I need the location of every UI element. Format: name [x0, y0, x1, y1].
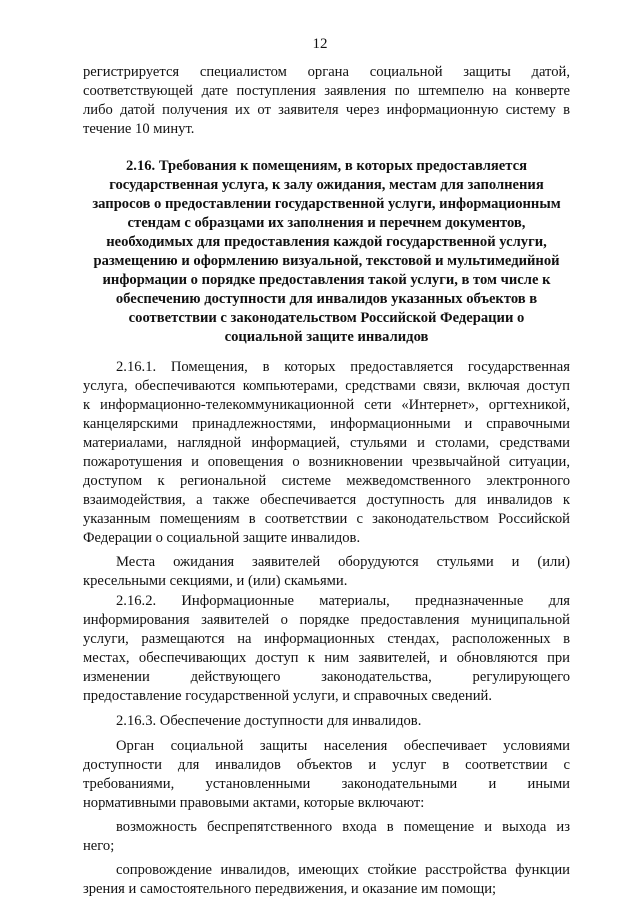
text-line: течение 10 минут. — [83, 121, 195, 137]
text-line: возможность беспрепятственного входа в помещение и выхода из — [116, 819, 570, 835]
text-line: доступом к региональной системе межведомственного электронного — [83, 473, 570, 489]
section-heading-line: обеспечению доступности для инвалидов указанных объектов в — [115, 291, 538, 307]
section-heading-line: информации о порядке предоставления такой услуги, в том числе к — [102, 272, 551, 288]
text-line: услуги, размещаются на информационных стендах, расположенных в — [83, 631, 570, 647]
section-heading-line: соответствии с законодательством Российской Федерации о — [128, 310, 525, 326]
text-line: требованиями, установленными законодательными и иными — [83, 776, 570, 792]
text-line: либо датой получения их от заявителя через информационную систему в — [83, 102, 570, 118]
text-line: него; — [83, 838, 115, 854]
text-line: соответствующей дате поступления заявления по штемпелю на конверте — [83, 83, 570, 99]
text-line: регистрируется специалистом органа социальной защиты датой, — [83, 64, 570, 80]
section-heading-line: государственная услуга, к залу ожидания, местам для заполнения — [109, 177, 544, 193]
section-heading-line: 2.16. Требования к помещениям, в которых предоставляется — [126, 158, 527, 174]
text-line: услуга, обеспечиваются компьютерами, средствами связи, включая доступ — [83, 378, 570, 394]
text-line: 2.16.1. Помещения, в которых предоставляется государственная — [116, 359, 570, 375]
section-heading-line: размещению и оформлению визуальной, текстовой и мультимедийной — [93, 253, 560, 269]
text-line: доступности для инвалидов объектов и услуг в соответствии с — [83, 757, 570, 773]
text-line: кресельными секциями, и (или) скамьями. — [83, 573, 348, 589]
text-line: сопровождение инвалидов, имеющих стойкие расстройства функции — [116, 862, 570, 878]
text-line: информирования заявителей о порядке предоставления муниципальной — [83, 612, 570, 628]
section-heading-line: запросов о предоставлении государственной услуги, информационным — [92, 196, 561, 212]
text-line: нормативными правовыми актами, которые включают: — [83, 795, 425, 811]
text-line: материалами, наглядной информацией, стульями и столами, средствами — [83, 435, 570, 451]
text-line: к информационно-телекоммуникационной сети «Интернет», оргтехникой, — [83, 397, 570, 413]
text-line: изменении действующего законодательства, регулирующего — [83, 669, 570, 685]
text-line: взаимодействия, а также обеспечивается доступность для инвалидов к — [83, 492, 570, 508]
text-line: 2.16.2. Информационные материалы, предназначенные для — [116, 593, 570, 609]
section-heading-line: социальной защите инвалидов — [224, 329, 429, 345]
text-line: Места ожидания заявителей оборудуются стульями и (или) — [116, 554, 570, 570]
page-number: 12 — [312, 36, 328, 52]
text-line: пожаротушения и оповещения о возникновении чрезвычайной ситуации, — [83, 454, 570, 470]
text-line: 2.16.3. Обеспечение доступности для инвалидов. — [116, 713, 422, 729]
text-line: Федерации о социальной защите инвалидов. — [83, 530, 361, 546]
text-line: указанным помещениям в соответствии с законодательством Российской — [83, 511, 570, 527]
section-heading-line: необходимых для предоставления каждой государственной услуги, — [106, 234, 547, 250]
text-line: зрения и самостоятельного передвижения, и оказание им помощи; — [83, 881, 497, 897]
text-line: местах, обеспечивающих доступ к ним заявителей, и обновляются при — [83, 650, 570, 666]
text-line: Орган социальной защиты населения обеспечивает условиями — [116, 738, 570, 754]
text-line: предоставление государственной услуги, и справочных сведений. — [83, 688, 492, 704]
section-heading-line: стендам с образцами их заполнения и перечнем документов, — [127, 215, 526, 231]
text-line: канцелярскими принадлежностями, информационными и справочными — [83, 416, 570, 432]
